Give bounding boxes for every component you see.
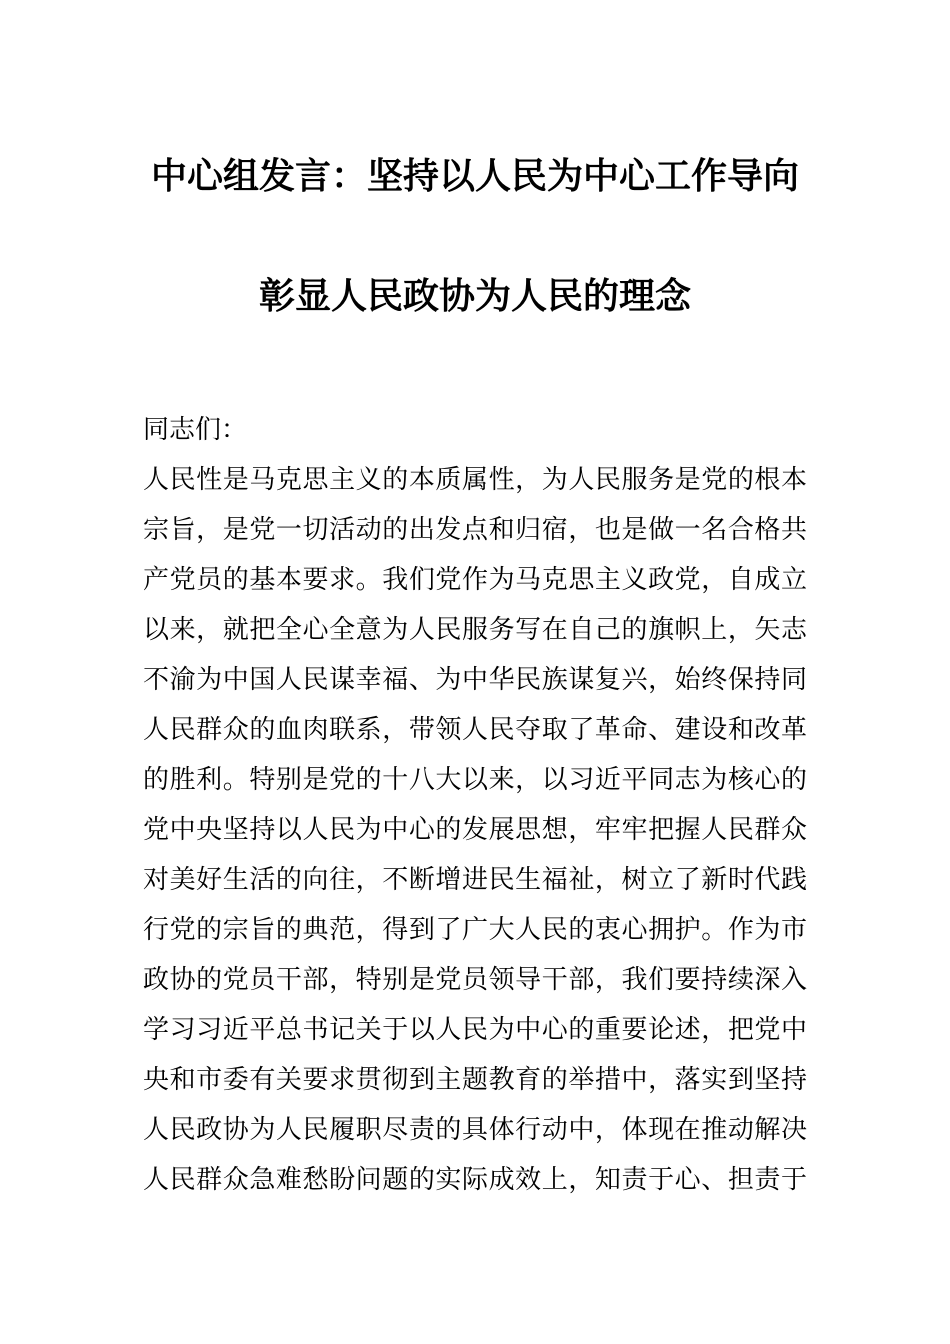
body-text-line: 人民性是马克思主义的本质属性，为人民服务是党的根本 <box>143 465 807 494</box>
body-text-line: 宗旨，是党一切活动的出发点和归宿，也是做一名合格共 <box>143 515 807 544</box>
body-text-line: 央和市委有关要求贯彻到主题教育的举措中，落实到坚持 <box>143 1065 807 1094</box>
body-text-line: 学习习近平总书记关于以人民为中心的重要论述，把党中 <box>143 1015 807 1044</box>
document-body <box>143 405 807 1205</box>
body-text-line: 产党员的基本要求。我们党作为马克思主义政党，自成立 <box>143 565 807 594</box>
body-text-line: 人民群众急难愁盼问题的实际成效上，知责于心、担责于 <box>143 1165 807 1194</box>
body-text-line: 行党的宗旨的典范，得到了广大人民的衷心拥护。作为市 <box>143 915 807 944</box>
body-paragraph <box>143 455 807 1205</box>
body-text-line: 的胜利。特别是党的十八大以来，以习近平同志为核心的 <box>143 765 807 794</box>
body-text-line: 不渝为中国人民谋幸福、为中华民族谋复兴，始终保持同 <box>143 665 807 694</box>
body-text-line: 政协的党员干部，特别是党员领导干部，我们要持续深入 <box>143 965 807 994</box>
body-text-line: 对美好生活的向往，不断增进民生福祉，树立了新时代践 <box>143 865 807 894</box>
document-title-line2: 彰显人民政协为人民的理念 <box>258 276 691 316</box>
body-text-line: 人民群众的血肉联系，带领人民夺取了革命、建设和改革 <box>143 715 807 744</box>
body-text-line: 以来，就把全心全意为人民服务写在自己的旗帜上，矢志 <box>143 615 807 644</box>
body-text-line: 人民政协为人民履职尽责的具体行动中，体现在推动解决 <box>143 1115 807 1144</box>
salutation-line: 同志们： <box>143 415 248 444</box>
document-title-line1: 中心组发言：坚持以人民为中心工作导向 <box>150 156 799 196</box>
body-text-line: 党中央坚持以人民为中心的发展思想，牢牢把握人民群众 <box>143 815 807 844</box>
